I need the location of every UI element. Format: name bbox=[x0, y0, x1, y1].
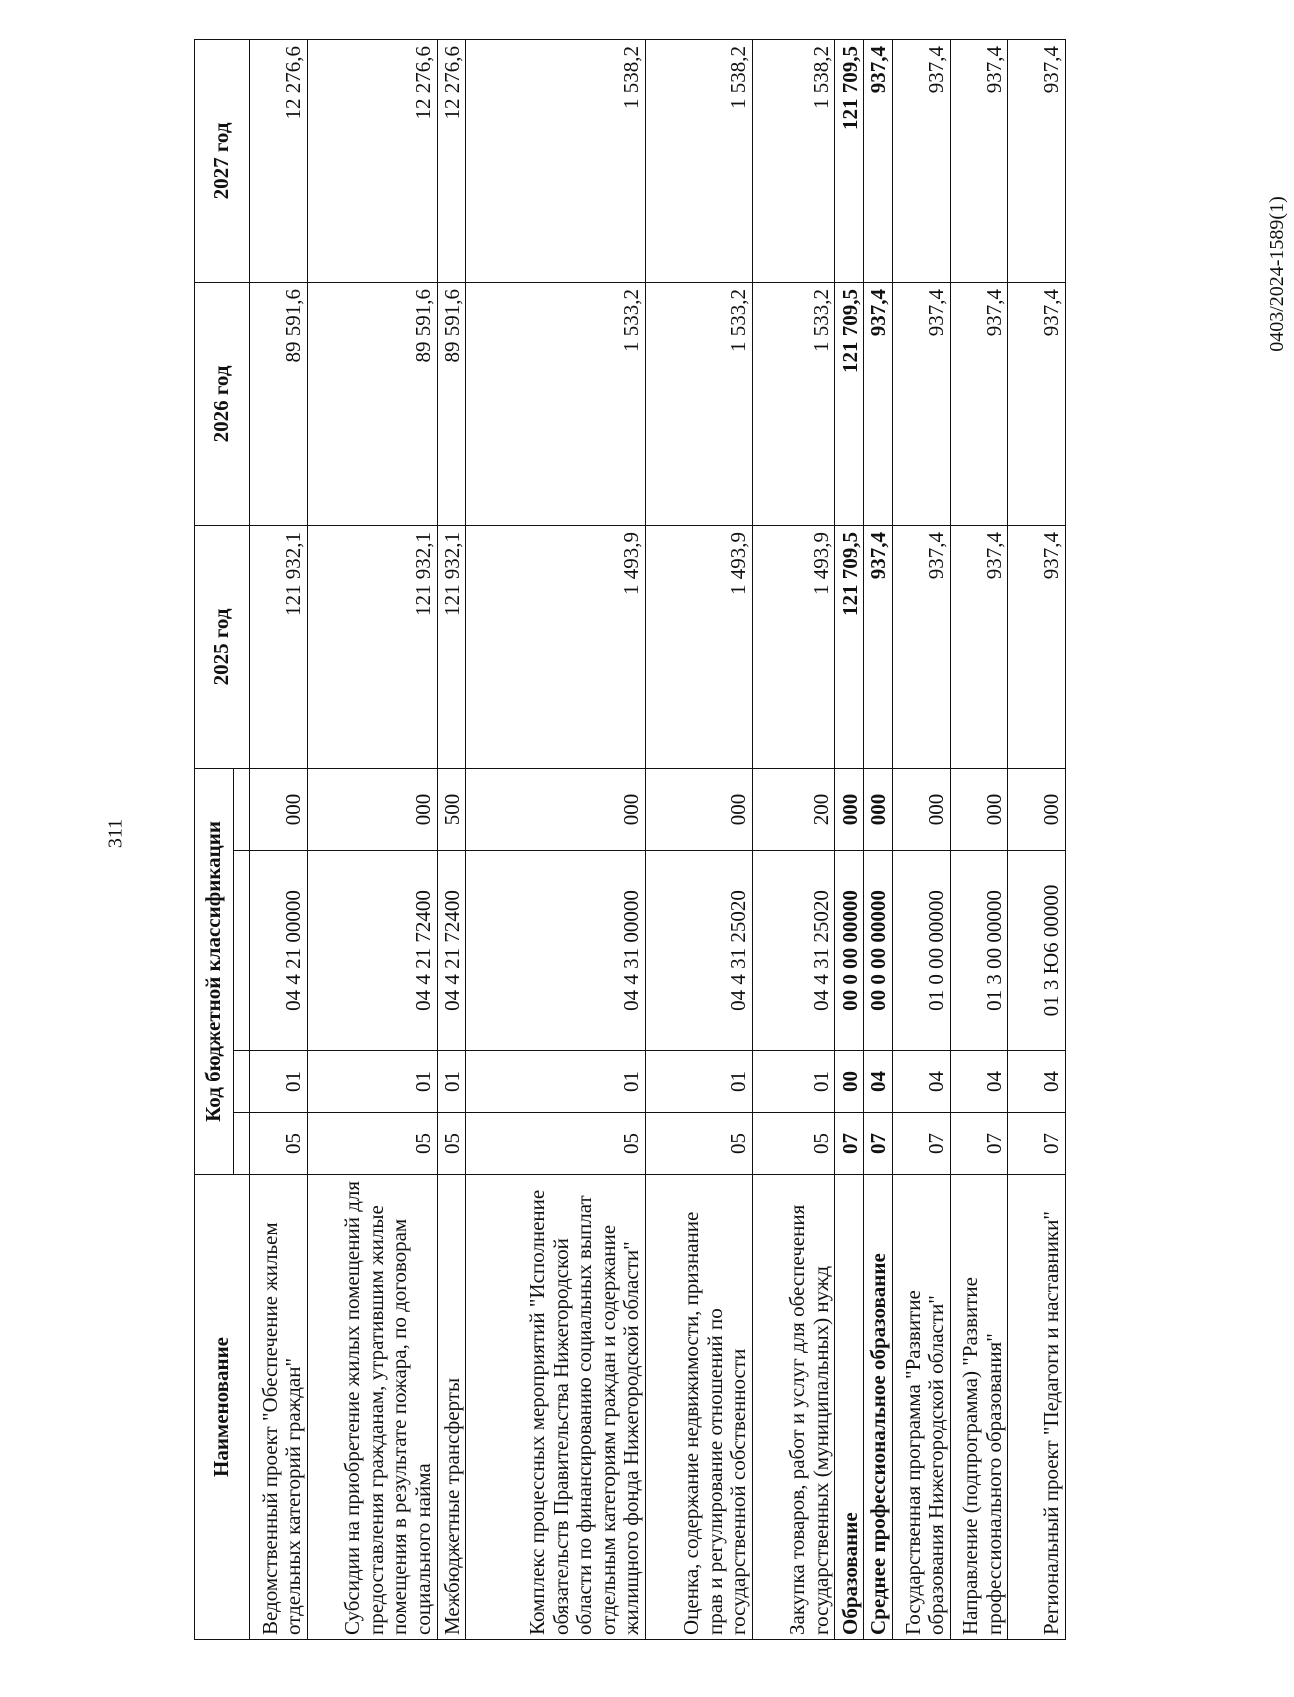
value-2025: 937,4 bbox=[892, 525, 950, 768]
table-row bbox=[864, 39, 893, 1639]
value-2025: 1 493,9 bbox=[466, 525, 645, 768]
code-expense: 000 bbox=[835, 768, 864, 850]
header-code-4 bbox=[234, 768, 250, 850]
page-number: 311 bbox=[104, 818, 127, 849]
value-2026: 937,4 bbox=[950, 282, 1008, 525]
table-row bbox=[752, 39, 834, 1639]
code-subsection: 04 bbox=[950, 1051, 1008, 1113]
code-section: 07 bbox=[864, 1113, 893, 1175]
code-target: 00 0 00 00000 bbox=[835, 851, 864, 1051]
code-target: 04 4 21 72400 bbox=[307, 851, 437, 1051]
value-2026: 89 591,6 bbox=[437, 282, 466, 525]
code-expense: 000 bbox=[307, 768, 437, 850]
code-section: 07 bbox=[892, 1113, 950, 1175]
row-name: Закупка товаров, работ и услуг для обеспечения государственных (муниципальных) нужд bbox=[752, 1175, 834, 1640]
code-section: 05 bbox=[752, 1113, 834, 1175]
code-expense: 500 bbox=[437, 768, 466, 850]
row-name: Ведомственный проект "Обеспечение жильем отдельных категорий граждан" bbox=[250, 1175, 308, 1640]
row-name: Комплекс процессных мероприятий "Исполнение обязательств Правительства Нижегородской области по финансированию социальных выплат отдельным категориям граждан и содержание жилищного фонда Нижегородской области" bbox=[466, 1175, 645, 1640]
value-2026: 1 533,2 bbox=[752, 282, 834, 525]
code-subsection: 01 bbox=[466, 1051, 645, 1113]
value-2026: 121 709,5 bbox=[835, 282, 864, 525]
code-target: 01 3 00 00000 bbox=[950, 851, 1008, 1051]
table-body bbox=[250, 39, 1066, 1639]
value-2026: 937,4 bbox=[864, 282, 893, 525]
code-target: 04 4 31 25020 bbox=[645, 851, 752, 1051]
value-2025: 937,4 bbox=[950, 525, 1008, 768]
code-section: 05 bbox=[307, 1113, 437, 1175]
value-2027: 1 538,2 bbox=[645, 39, 752, 282]
header-code-3 bbox=[234, 851, 250, 1051]
row-name: Государственная программа "Развитие образования Нижегородской области" bbox=[892, 1175, 950, 1640]
table-row bbox=[307, 39, 437, 1639]
table-row bbox=[835, 39, 864, 1639]
header-2027: 2027 год bbox=[195, 39, 250, 282]
header-name: Наименование bbox=[195, 1175, 250, 1640]
budget-table-container bbox=[194, 40, 1066, 1640]
row-name: Оценка, содержание недвижимости, признание прав и регулирование отношений по государственной собственности bbox=[645, 1175, 752, 1640]
value-2027: 121 709,5 bbox=[835, 39, 864, 282]
row-name: Межбюджетные трансферты bbox=[437, 1175, 466, 1640]
value-2026: 89 591,6 bbox=[250, 282, 308, 525]
header-2025: 2025 год bbox=[195, 525, 250, 768]
code-subsection: 01 bbox=[752, 1051, 834, 1113]
code-subsection: 04 bbox=[1008, 1051, 1066, 1113]
header-2026: 2026 год bbox=[195, 282, 250, 525]
code-section: 07 bbox=[835, 1113, 864, 1175]
value-2027: 1 538,2 bbox=[466, 39, 645, 282]
value-2027: 1 538,2 bbox=[752, 39, 834, 282]
header-code-group: Код бюджетной классификации bbox=[195, 768, 234, 1174]
code-subsection: 01 bbox=[307, 1051, 437, 1113]
table-row bbox=[437, 39, 466, 1639]
code-section: 07 bbox=[950, 1113, 1008, 1175]
table-row bbox=[466, 39, 645, 1639]
code-target: 01 0 00 00000 bbox=[892, 851, 950, 1051]
value-2026: 937,4 bbox=[892, 282, 950, 525]
header-code-1 bbox=[234, 1113, 250, 1175]
code-target: 00 0 00 00000 bbox=[864, 851, 893, 1051]
row-name: Среднее профессиональное образование bbox=[864, 1175, 893, 1640]
row-name: Образование bbox=[835, 1175, 864, 1640]
code-section: 05 bbox=[437, 1113, 466, 1175]
value-2027: 12 276,6 bbox=[307, 39, 437, 282]
row-name: Направление (подпрограмма) "Развитие профессионального образования" bbox=[950, 1175, 1008, 1640]
value-2025: 1 493,9 bbox=[752, 525, 834, 768]
document-code: 0403/2024-1589(1) bbox=[1266, 196, 1288, 352]
code-expense: 000 bbox=[1008, 768, 1066, 850]
value-2027: 937,4 bbox=[1008, 39, 1066, 282]
value-2026: 937,4 bbox=[1008, 282, 1066, 525]
code-expense: 000 bbox=[645, 768, 752, 850]
code-subsection: 01 bbox=[645, 1051, 752, 1113]
code-section: 05 bbox=[645, 1113, 752, 1175]
value-2025: 121 709,5 bbox=[835, 525, 864, 768]
code-target: 04 4 21 00000 bbox=[250, 851, 308, 1051]
budget-table bbox=[194, 39, 1066, 1640]
header-code-2 bbox=[234, 1051, 250, 1113]
code-expense: 000 bbox=[950, 768, 1008, 850]
row-name: Региональный проект "Педагоги и наставники" bbox=[1008, 1175, 1066, 1640]
value-2025: 121 932,1 bbox=[437, 525, 466, 768]
value-2026: 1 533,2 bbox=[466, 282, 645, 525]
code-target: 04 4 31 25020 bbox=[752, 851, 834, 1051]
value-2025: 121 932,1 bbox=[250, 525, 308, 768]
code-subsection: 01 bbox=[250, 1051, 308, 1113]
code-expense: 000 bbox=[864, 768, 893, 850]
code-target: 04 4 21 72400 bbox=[437, 851, 466, 1051]
table-row bbox=[250, 39, 308, 1639]
header-row bbox=[195, 39, 234, 1639]
code-expense: 200 bbox=[752, 768, 834, 850]
value-2027: 937,4 bbox=[950, 39, 1008, 282]
value-2027: 937,4 bbox=[892, 39, 950, 282]
row-name: Субсидии на приобретение жилых помещений для предоставления гражданам, утратившим жилые помещения в результате пожара, по договорам социального найма bbox=[307, 1175, 437, 1640]
table-row bbox=[950, 39, 1008, 1639]
code-section: 07 bbox=[1008, 1113, 1066, 1175]
table-row bbox=[1008, 39, 1066, 1639]
code-expense: 000 bbox=[250, 768, 308, 850]
code-subsection: 00 bbox=[835, 1051, 864, 1113]
value-2025: 937,4 bbox=[864, 525, 893, 768]
value-2027: 937,4 bbox=[864, 39, 893, 282]
code-subsection: 04 bbox=[864, 1051, 893, 1113]
value-2025: 121 932,1 bbox=[307, 525, 437, 768]
code-section: 05 bbox=[466, 1113, 645, 1175]
code-target: 01 3 Ю6 00000 bbox=[1008, 851, 1066, 1051]
code-expense: 000 bbox=[466, 768, 645, 850]
code-expense: 000 bbox=[892, 768, 950, 850]
value-2026: 1 533,2 bbox=[645, 282, 752, 525]
value-2027: 12 276,6 bbox=[437, 39, 466, 282]
code-subsection: 04 bbox=[892, 1051, 950, 1113]
code-section: 05 bbox=[250, 1113, 308, 1175]
value-2027: 12 276,6 bbox=[250, 39, 308, 282]
code-subsection: 01 bbox=[437, 1051, 466, 1113]
table-row bbox=[892, 39, 950, 1639]
value-2025: 1 493,9 bbox=[645, 525, 752, 768]
value-2026: 89 591,6 bbox=[307, 282, 437, 525]
code-target: 04 4 31 00000 bbox=[466, 851, 645, 1051]
value-2025: 937,4 bbox=[1008, 525, 1066, 768]
table-row bbox=[645, 39, 752, 1639]
